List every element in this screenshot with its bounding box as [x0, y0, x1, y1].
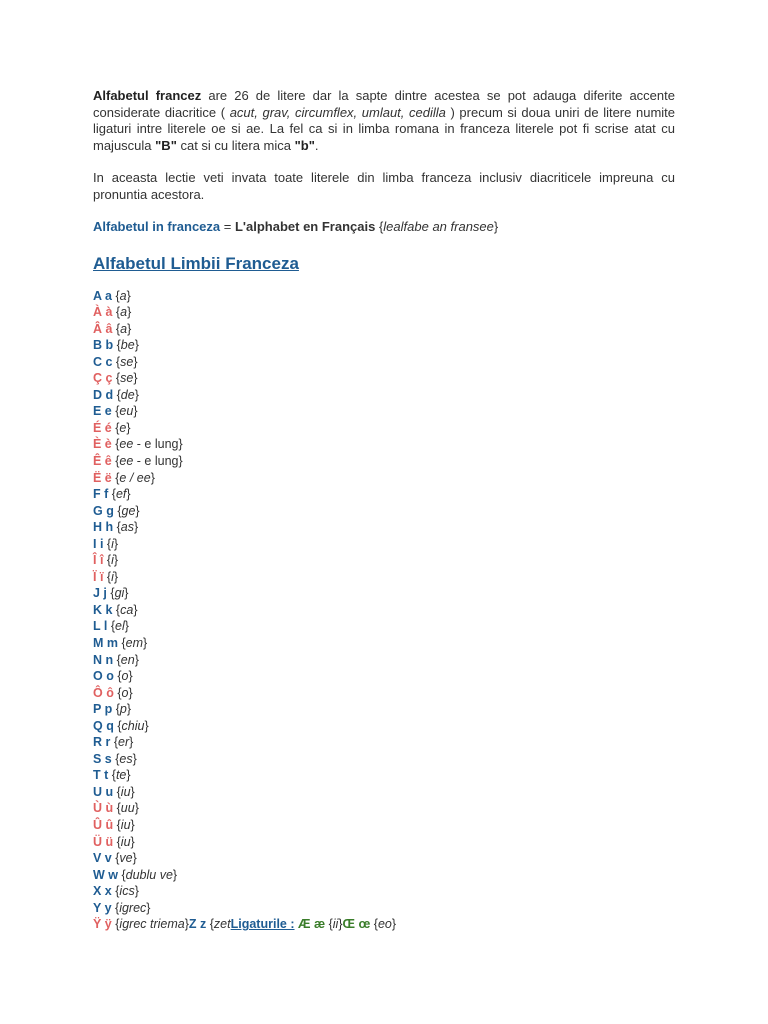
letter-glyph: K k	[93, 602, 113, 617]
letter-row: Ç ç {se}	[93, 371, 138, 386]
letter-row: O o {o}	[93, 669, 133, 684]
letter-pronunciation: es	[119, 751, 133, 766]
letter-pronunciation: iu	[120, 784, 131, 799]
letter-glyph: S s	[93, 751, 112, 766]
letter-row: Â â {a}	[93, 321, 132, 336]
letter-row: F f {ef}	[93, 487, 131, 502]
alphabet-label: Alfabetul in franceza	[93, 219, 221, 234]
letter-pronunciation: ve	[119, 851, 133, 866]
lesson-paragraph: In aceasta lectie veti invata toate literele din limba franceza inclusiv diacriticele impreuna cu pronuntia acestora.	[93, 170, 675, 202]
letter-pronunciation: en	[120, 652, 135, 667]
letter-glyph: N n	[93, 652, 114, 667]
letter-pronunciation: ee	[119, 453, 134, 468]
letter-row: Î î {i}	[93, 553, 119, 568]
letter-glyph: È è	[93, 437, 112, 452]
letter-pronunciation: gi	[114, 586, 125, 601]
letter-y-triema: Ÿ ÿ	[93, 917, 112, 932]
letter-row: V v {ve}	[93, 851, 137, 866]
letter-row: N n {en}	[93, 652, 139, 667]
letter-glyph: Ô ô	[93, 685, 114, 700]
letter-row: K k {ca}	[93, 602, 138, 617]
letter-oe: Œ œ	[342, 917, 371, 932]
letter-pronunciation: ee	[119, 437, 134, 452]
letter-glyph: U u	[93, 784, 114, 799]
letter-glyph: M m	[93, 635, 118, 650]
letter-row: H h {as}	[93, 520, 139, 535]
intro-bold-term: Alfabetul francez	[93, 88, 202, 103]
letter-row: X x {ics}	[93, 884, 139, 899]
letter-row: É é {e}	[93, 420, 131, 435]
intro-paragraph	[93, 88, 675, 154]
letter-glyph: Q q	[93, 718, 114, 733]
pron-oe: eo	[377, 917, 392, 932]
letter-pronunciation: chiu	[121, 718, 145, 733]
article-content	[93, 88, 675, 933]
letter-pronunciation: i	[111, 569, 114, 584]
letter-pronunciation: a	[120, 321, 128, 336]
letter-row: Ë ë {e / ee}	[93, 470, 155, 485]
letter-glyph: H h	[93, 520, 114, 535]
letter-glyph: L l	[93, 619, 108, 634]
letter-pronunciation: as	[120, 520, 134, 535]
letter-row: A a {a}	[93, 288, 131, 303]
letter-pronunciation: er	[118, 735, 130, 750]
letter-glyph: O o	[93, 669, 114, 684]
letter-glyph: Ï ï	[93, 569, 104, 584]
letter-glyph: Â â	[93, 321, 113, 336]
letter-row: M m {em}	[93, 635, 148, 650]
letter-row: I i {i}	[93, 536, 119, 551]
letter-glyph: Ù ù	[93, 801, 114, 816]
letter-pronunciation: p	[119, 702, 127, 717]
letter-pronunciation: eu	[119, 404, 134, 419]
intro-accents-list: acut, grav, circumflex, umlaut, cedilla	[229, 104, 446, 120]
letter-pronunciation: iu	[120, 818, 131, 832]
letter-row: Ù ù {uu}	[93, 801, 139, 816]
intro-text-a: are 26 de litere dar la sapte dintre acestea se pot adauga diferite accente considerate diacritice (	[93, 88, 675, 120]
letter-row: Û û {iu}	[93, 818, 135, 832]
letter-glyph: C c	[93, 354, 113, 369]
letter-row: C c {se}	[93, 354, 138, 369]
letter-pronunciation: a	[120, 305, 128, 320]
letter-pronunciation: ca	[120, 602, 134, 617]
letter-row: À à {a}	[93, 305, 132, 320]
letter-glyph: É é	[93, 420, 112, 435]
letter-glyph: F f	[93, 487, 109, 502]
letter-glyph: Ë ë	[93, 470, 112, 485]
ligatures-link[interactable]: Ligaturile :	[230, 917, 295, 932]
letter-z: Z z	[188, 917, 207, 932]
intro-text-c: cat si cu litera mica	[176, 137, 295, 153]
letter-glyph: R r	[93, 735, 111, 750]
letter-pronunciation: el	[115, 619, 125, 634]
letter-glyph: B b	[93, 338, 114, 353]
letter-pronunciation: ge	[121, 503, 136, 518]
letter-pronunciation: igrec	[119, 900, 147, 915]
alphabet-translation-line: Alfabetul in franceza = L'alphabet en Français {lealfabe an fransee}	[93, 219, 499, 234]
letter-glyph: J j	[93, 586, 107, 601]
letter-row: Q q {chiu}	[93, 718, 149, 733]
letter-row: U u {iu}	[93, 784, 135, 799]
letter-row: B b {be}	[93, 338, 139, 353]
letter-ae: Æ æ	[298, 917, 326, 932]
letter-glyph: D d	[93, 387, 114, 402]
letter-pronunciation: e	[119, 420, 127, 435]
letter-glyph: A a	[93, 288, 112, 303]
letter-glyph: Ê ê	[93, 453, 112, 468]
letter-pronunciation: se	[120, 371, 134, 386]
letter-pronunciation: ef	[115, 487, 127, 502]
letter-row: D d {de}	[93, 387, 139, 402]
letter-pronunciation: be	[120, 338, 135, 353]
letter-pronunciation: iu	[120, 834, 131, 849]
letter-pronunciation: uu	[120, 801, 135, 816]
letter-glyph: E e	[93, 404, 112, 419]
alphabet-pronunciation: lealfabe an fransee	[383, 219, 494, 234]
letter-pronunciation: de	[120, 387, 135, 402]
letter-row: R r {er}	[93, 735, 134, 750]
equals-sign: =	[220, 219, 235, 234]
letter-pronunciation: ics	[119, 884, 135, 899]
letter-pronunciation: dublu ve	[125, 867, 173, 882]
pronunciation-note: - e lung	[133, 453, 179, 468]
letter-glyph: V v	[93, 851, 112, 866]
letter-row: Ï ï {i}	[93, 569, 119, 584]
letter-row: P p {p}	[93, 702, 132, 717]
letter-row: Ê ê {ee - e lung}	[93, 453, 183, 468]
letter-pronunciation: e / ee	[119, 470, 151, 485]
pronunciation-note: - e lung	[133, 437, 179, 452]
letter-glyph: À à	[93, 305, 113, 320]
letter-pronunciation: a	[119, 288, 127, 303]
letter-glyph: I i	[93, 536, 104, 551]
intro-lowercase-example: "b"	[294, 137, 315, 153]
letter-glyph: X x	[93, 884, 112, 899]
letter-pronunciation: te	[115, 768, 127, 783]
intro-text-end: .	[314, 137, 319, 153]
pron-y-triema: igrec triema	[119, 917, 185, 932]
section-heading[interactable]: Alfabetul Limbii Franceza	[93, 253, 299, 273]
letter-row: J j {gi}	[93, 586, 129, 601]
letter-pronunciation: o	[121, 669, 129, 684]
letter-row: Y y {igrec}	[93, 900, 151, 915]
letter-glyph: G g	[93, 503, 114, 518]
letter-glyph: Ç ç	[93, 371, 113, 386]
letter-pronunciation: i	[111, 536, 114, 551]
letter-row: L l {el}	[93, 619, 129, 634]
letter-row: Ô ô {o}	[93, 685, 133, 700]
alphabet-french: L'alphabet en Français	[234, 219, 376, 234]
letter-row: T t {te}	[93, 768, 131, 783]
letter-glyph: Î î	[93, 553, 104, 568]
letter-glyph: Û û	[93, 818, 114, 832]
letter-glyph: T t	[93, 768, 109, 783]
alphabet-list	[93, 288, 675, 917]
letter-glyph: Ü ü	[93, 834, 114, 849]
letter-glyph: Y y	[93, 900, 112, 915]
letter-row: G g {ge}	[93, 503, 140, 518]
letter-row: S s {es}	[93, 751, 137, 766]
letter-row: W w {dublu ve}	[93, 867, 178, 882]
letter-pronunciation: o	[121, 685, 129, 700]
pron-z: zet	[213, 917, 231, 932]
pron-ae: ii	[332, 917, 339, 932]
letter-glyph: W w	[93, 867, 118, 882]
letter-pronunciation: se	[120, 354, 134, 369]
letter-row: E e {eu}	[93, 404, 138, 419]
letter-pronunciation: i	[111, 553, 114, 568]
letter-row: È è {ee - e lung}	[93, 437, 183, 452]
last-row: Ÿ ÿ {igrec triema}Z z {zetLigaturile : Æ æ {ii}Œ œ {eo}	[93, 917, 397, 932]
letter-glyph: P p	[93, 702, 113, 717]
intro-text-b: ) precum si doua uniri de litere numite ligaturi intre literele oe si ae. La fel ca si in limba romana in franceza literele pot fi scrise atat cu majuscula	[93, 104, 676, 153]
letter-row: Ü ü {iu}	[93, 834, 135, 849]
intro-uppercase-example: "B"	[155, 137, 177, 153]
letter-pronunciation: em	[125, 635, 144, 650]
